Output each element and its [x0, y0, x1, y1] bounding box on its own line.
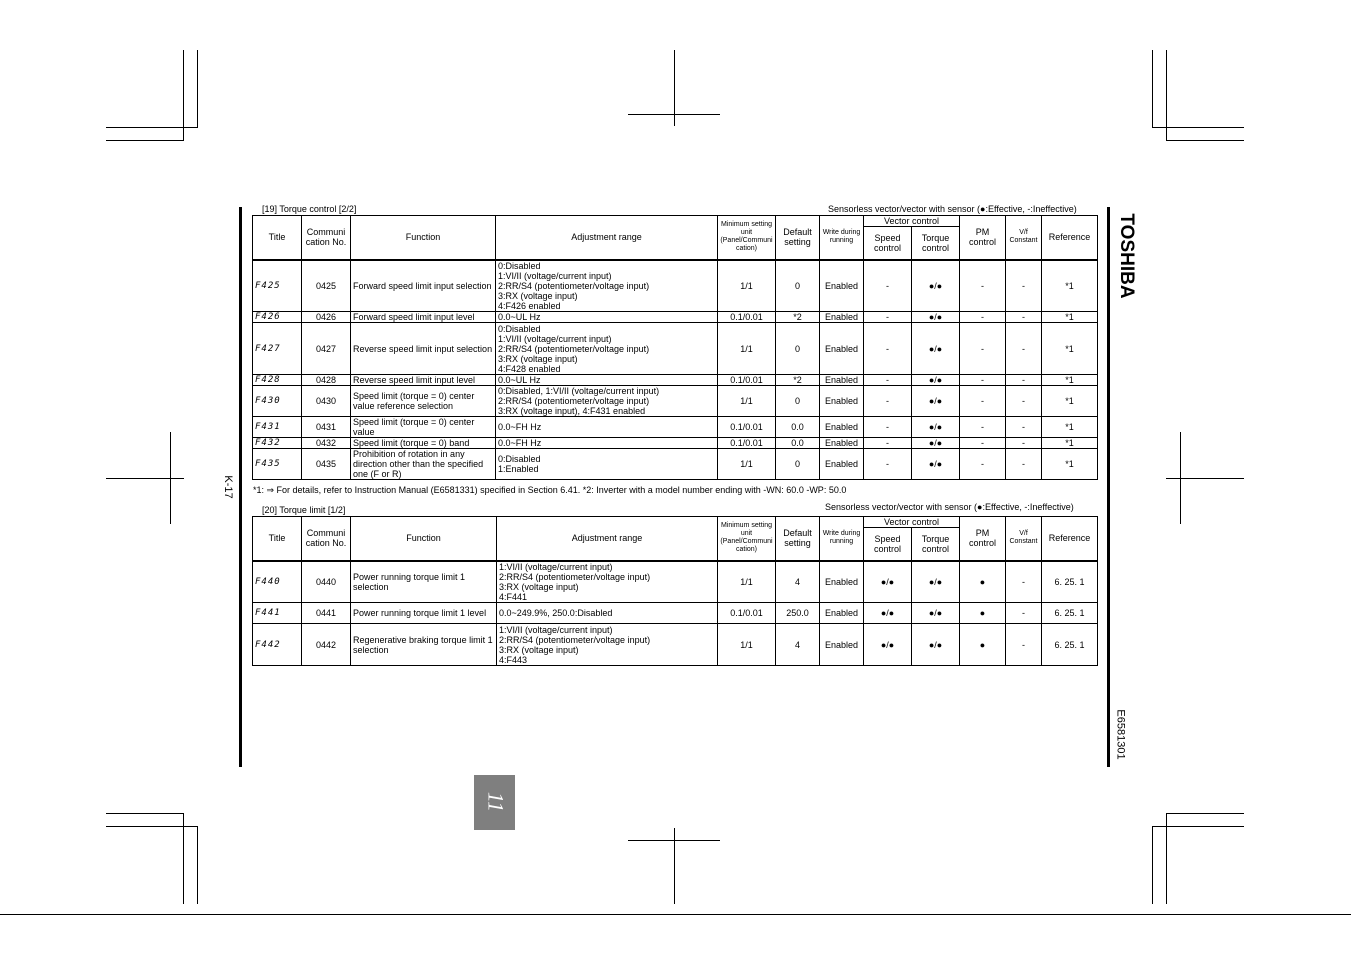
table-row: [253, 417, 1098, 438]
default-setting: *2: [776, 312, 820, 323]
torque-control: ●/●: [912, 624, 960, 666]
vf-constant: -: [1006, 386, 1042, 417]
reference: *1: [1042, 438, 1098, 449]
default-setting: 4: [776, 624, 820, 666]
header-vector-control: Vector control: [864, 517, 960, 528]
header-vf: V/f Constant: [1006, 216, 1042, 260]
toshiba-logo: TOSHIBA: [1116, 213, 1137, 299]
torque-control-table: [252, 215, 1098, 480]
range-line: 1:VI/II (voltage/current input): [499, 561, 613, 572]
range-line: 0:Disabled: [498, 454, 541, 464]
header-write: Write during running: [820, 517, 864, 561]
table1-legend: Sensorless vector/vector with sensor (●:Effective, -:Ineffective): [828, 204, 1077, 214]
function-cell: Power running torque limit 1 level: [351, 603, 497, 624]
range-line: 3:RX (voltage input): [499, 581, 579, 592]
table-row: [253, 375, 1098, 386]
speed-control: -: [864, 438, 912, 449]
default-setting: 0: [776, 386, 820, 417]
torque-control: ●/●: [912, 449, 960, 480]
torque-control: ●/●: [912, 561, 960, 603]
comm-number: 0430: [302, 386, 351, 417]
range-line: 0.0~UL Hz: [498, 312, 541, 322]
vf-constant: -: [1006, 561, 1042, 603]
pm-control: -: [960, 438, 1006, 449]
default-setting: 0.0: [776, 438, 820, 449]
param-title: F425: [253, 260, 302, 312]
header-reference: Reference: [1042, 517, 1098, 561]
reference: *1: [1042, 417, 1098, 438]
param-title: F432: [253, 438, 302, 449]
comm-number: 0442: [302, 624, 351, 666]
comm-number: 0440: [302, 561, 351, 603]
header-write: Write during running: [820, 216, 864, 260]
header-function: Function: [351, 216, 496, 260]
speed-control: ●/●: [864, 624, 912, 666]
function-cell: Speed limit (torque = 0) band: [351, 438, 496, 449]
speed-control: ●/●: [864, 603, 912, 624]
min-unit: 0.1/0.01: [718, 417, 776, 438]
adjustment-range: [496, 386, 718, 417]
torque-control: ●/●: [912, 386, 960, 417]
adjustment-range: [497, 561, 718, 603]
torque-control: ●/●: [912, 417, 960, 438]
default-setting: 0: [776, 260, 820, 312]
default-setting: 250.0: [776, 603, 820, 624]
header-torque: Torque control: [912, 227, 960, 260]
header-min-unit: Minimum setting unit (Panel/Communi cation): [718, 517, 776, 561]
range-line: 4:F443: [499, 654, 528, 665]
write-during-running: Enabled: [820, 603, 864, 624]
header-min-unit: Minimum setting unit (Panel/Communi cation): [718, 216, 776, 260]
param-title: F426: [253, 312, 302, 323]
comm-number: 0427: [302, 323, 351, 375]
header-comm: Communi cation No.: [302, 216, 351, 260]
default-setting: 4: [776, 561, 820, 603]
range-line: 4:F426 enabled: [498, 300, 561, 311]
min-unit: 0.1/0.01: [718, 603, 776, 624]
write-during-running: Enabled: [820, 449, 864, 480]
torque-control: ●/●: [912, 260, 960, 312]
comm-number: 0435: [302, 449, 351, 480]
default-setting: 0.0: [776, 417, 820, 438]
header-comm: Communi cation No.: [302, 517, 351, 561]
vf-constant: -: [1006, 323, 1042, 375]
header-torque: Torque control: [912, 528, 960, 561]
range-line: 2:RR/S4 (potentiometer/voltage input): [498, 396, 650, 406]
adjustment-range: [496, 260, 718, 312]
header-title: Title: [253, 517, 302, 561]
table-row: [253, 312, 1098, 323]
chapter-tab: [474, 775, 515, 830]
header-pm: PM control: [960, 216, 1006, 260]
function-cell: Reverse speed limit input level: [351, 375, 496, 386]
comm-number: 0425: [302, 260, 351, 312]
min-unit: 1/1: [718, 624, 776, 666]
reference: 6. 25. 1: [1042, 624, 1098, 666]
write-during-running: Enabled: [820, 561, 864, 603]
header-title: Title: [253, 216, 302, 260]
param-title: F427: [253, 323, 302, 375]
function-cell: Forward speed limit input level: [351, 312, 496, 323]
min-unit: 0.1/0.01: [718, 375, 776, 386]
right-page-rule: [1107, 207, 1110, 767]
range-line: 2:RR/S4 (potentiometer/voltage input): [498, 280, 650, 291]
range-line: 2:RR/S4 (potentiometer/voltage input): [499, 634, 651, 645]
function-cell: Speed limit (torque = 0) center value: [351, 417, 496, 438]
pm-control: ●: [960, 624, 1006, 666]
param-title: F428: [253, 375, 302, 386]
table-row: [253, 260, 1098, 312]
write-during-running: Enabled: [820, 312, 864, 323]
write-during-running: Enabled: [820, 260, 864, 312]
pm-control: -: [960, 312, 1006, 323]
comm-number: 0428: [302, 375, 351, 386]
table-row: [253, 323, 1098, 375]
range-line: 4:F441: [499, 591, 528, 602]
comm-number: 0432: [302, 438, 351, 449]
speed-control: ●/●: [864, 561, 912, 603]
table-row: [253, 603, 1098, 624]
header-function: Function: [351, 517, 497, 561]
default-setting: 0: [776, 323, 820, 375]
adjustment-range: [496, 438, 718, 449]
header-default: Default setting: [776, 517, 820, 561]
header-speed: Speed control: [864, 227, 912, 260]
adjustment-range: [496, 417, 718, 438]
vf-constant: -: [1006, 417, 1042, 438]
header-vf: V/f Constant: [1006, 517, 1042, 561]
vf-constant: -: [1006, 312, 1042, 323]
comm-number: 0426: [302, 312, 351, 323]
min-unit: 0.1/0.01: [718, 438, 776, 449]
range-line: 1:Enabled: [498, 464, 539, 474]
speed-control: -: [864, 417, 912, 438]
write-during-running: Enabled: [820, 375, 864, 386]
table1-caption: [19] Torque control [2/2]: [262, 204, 357, 214]
function-cell: Speed limit (torque = 0) center value reference selection: [351, 386, 496, 417]
param-title: F442: [253, 624, 302, 666]
pm-control: -: [960, 386, 1006, 417]
pm-control: ●: [960, 561, 1006, 603]
reference: *1: [1042, 260, 1098, 312]
adjustment-range: [497, 624, 718, 666]
range-line: 2:RR/S4 (potentiometer/voltage input): [499, 571, 651, 582]
pm-control: -: [960, 417, 1006, 438]
range-line: 0.0~UL Hz: [498, 375, 541, 385]
chapter-tab-label: 11: [483, 791, 509, 813]
torque-control: ●/●: [912, 603, 960, 624]
vf-constant: -: [1006, 438, 1042, 449]
document-code: E6581301: [1114, 709, 1127, 760]
table-row: [253, 449, 1098, 480]
speed-control: -: [864, 386, 912, 417]
header-vector-control: Vector control: [864, 216, 960, 227]
torque-limit-table: [252, 516, 1098, 666]
comm-number: 0431: [302, 417, 351, 438]
pm-control: -: [960, 449, 1006, 480]
reference: *1: [1042, 386, 1098, 417]
vf-constant: -: [1006, 624, 1042, 666]
min-unit: 0.1/0.01: [718, 312, 776, 323]
range-line: 0.0~FH Hz: [498, 438, 542, 448]
header-default: Default setting: [776, 216, 820, 260]
torque-control: ●/●: [912, 438, 960, 449]
table-row: [253, 561, 1098, 603]
header-range: Adjustment range: [497, 517, 718, 561]
range-line: 3:RX (voltage input): [498, 353, 578, 364]
pm-control: -: [960, 375, 1006, 386]
param-title: F430: [253, 386, 302, 417]
min-unit: 1/1: [718, 323, 776, 375]
write-during-running: Enabled: [820, 386, 864, 417]
torque-control: ●/●: [912, 323, 960, 375]
min-unit: 1/1: [718, 260, 776, 312]
range-line: 3:RX (voltage input): [498, 290, 578, 301]
write-during-running: Enabled: [820, 438, 864, 449]
page-label: K-17: [222, 475, 234, 499]
reference: *1: [1042, 323, 1098, 375]
range-line: 1:VI/II (voltage/current input): [499, 624, 613, 635]
range-line: 0:Disabled: [498, 323, 541, 334]
reference: *1: [1042, 375, 1098, 386]
function-cell: Prohibition of rotation in any direction other than the specified one (F or R): [351, 449, 496, 480]
range-line: 0:Disabled, 1:VI/II (voltage/current input): [498, 386, 660, 396]
header-speed: Speed control: [864, 528, 912, 561]
pm-control: -: [960, 323, 1006, 375]
comm-number: 0441: [302, 603, 351, 624]
table-row: [253, 438, 1098, 449]
reference: *1: [1042, 449, 1098, 480]
range-line: 0.0~FH Hz: [498, 422, 542, 432]
table-row: [253, 386, 1098, 417]
pm-control: ●: [960, 603, 1006, 624]
speed-control: -: [864, 260, 912, 312]
min-unit: 1/1: [718, 449, 776, 480]
speed-control: -: [864, 323, 912, 375]
function-cell: Reverse speed limit input selection: [351, 323, 496, 375]
vf-constant: -: [1006, 260, 1042, 312]
min-unit: 1/1: [718, 561, 776, 603]
header-pm: PM control: [960, 517, 1006, 561]
range-line: 1:VI/II (voltage/current input): [498, 333, 612, 344]
torque-control: ●/●: [912, 312, 960, 323]
range-line: 0:Disabled: [498, 260, 541, 271]
range-line: 3:RX (voltage input): [499, 644, 579, 655]
table2-caption: [20] Torque limit [1/2]: [262, 505, 346, 515]
reference: *1: [1042, 312, 1098, 323]
range-line: 3:RX (voltage input), 4:F431 enabled: [498, 406, 646, 416]
min-unit: 1/1: [718, 386, 776, 417]
header-range: Adjustment range: [496, 216, 718, 260]
speed-control: -: [864, 449, 912, 480]
function-cell: Forward speed limit input selection: [351, 260, 496, 312]
write-during-running: Enabled: [820, 624, 864, 666]
range-line: 4:F428 enabled: [498, 363, 561, 374]
write-during-running: Enabled: [820, 323, 864, 375]
left-page-rule: [239, 207, 242, 767]
vf-constant: -: [1006, 603, 1042, 624]
pm-control: -: [960, 260, 1006, 312]
table-row: [253, 624, 1098, 666]
default-setting: 0: [776, 449, 820, 480]
table1-footnote: *1: ⇒ For details, refer to Instruction Manual (E6581331) specified in Section 6.41. *2: Inverter with a model number ending with -WN: 60.0 -WP: 50.0: [253, 485, 847, 495]
param-title: F435: [253, 449, 302, 480]
vf-constant: -: [1006, 449, 1042, 480]
param-title: F441: [253, 603, 302, 624]
table2-legend: Sensorless vector/vector with sensor (●:Effective, -:Ineffective): [825, 502, 1074, 512]
speed-control: -: [864, 375, 912, 386]
reference: 6. 25. 1: [1042, 603, 1098, 624]
function-cell: Power running torque limit 1 selection: [351, 561, 497, 603]
adjustment-range: [496, 375, 718, 386]
torque-control: ●/●: [912, 375, 960, 386]
adjustment-range: [496, 323, 718, 375]
write-during-running: Enabled: [820, 417, 864, 438]
default-setting: *2: [776, 375, 820, 386]
param-title: F431: [253, 417, 302, 438]
vf-constant: -: [1006, 375, 1042, 386]
speed-control: -: [864, 312, 912, 323]
adjustment-range: [497, 603, 718, 624]
function-cell: Regenerative braking torque limit 1 selection: [351, 624, 497, 666]
range-line: 1:VI/II (voltage/current input): [498, 270, 612, 281]
adjustment-range: [496, 449, 718, 480]
reference: 6. 25. 1: [1042, 561, 1098, 603]
header-reference: Reference: [1042, 216, 1098, 260]
adjustment-range: [496, 312, 718, 323]
range-line: 2:RR/S4 (potentiometer/voltage input): [498, 343, 650, 354]
param-title: F440: [253, 561, 302, 603]
range-line: 0.0~249.9%, 250.0:Disabled: [499, 608, 613, 618]
